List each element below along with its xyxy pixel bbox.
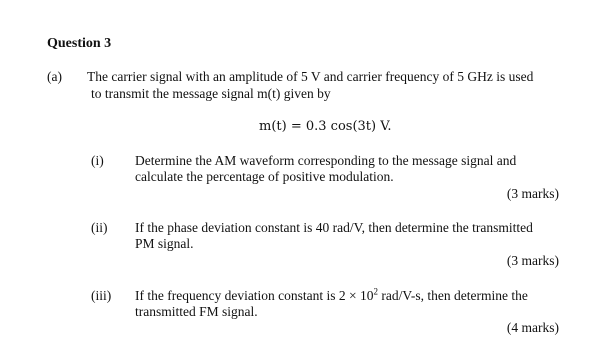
subpart-iii-exponent: 2 bbox=[373, 286, 379, 297]
subpart-ii-marks: (3 marks) bbox=[506, 253, 559, 268]
subpart-iii-line-1-post: rad/V-s, then determine the bbox=[378, 288, 528, 303]
subpart-i-marks: (3 marks) bbox=[506, 186, 559, 201]
subpart-ii-line-1: If the phase deviation constant is 40 rad/V, then determine the transmitted bbox=[135, 220, 533, 235]
subpart-i-label: (i) bbox=[91, 153, 104, 168]
subpart-i-line-1: Determine the AM waveform corresponding to the message signal and bbox=[135, 153, 517, 168]
subpart-ii-line-2: PM signal. bbox=[135, 236, 194, 251]
subpart-iii-label: (iii) bbox=[91, 288, 112, 303]
part-label: (a) bbox=[47, 69, 62, 84]
subpart-iii-line-1 bbox=[135, 288, 528, 304]
subpart-iii-line-1-pre: If the frequency deviation constant is 2 × 10 bbox=[135, 288, 374, 303]
question-heading: Question 3 bbox=[47, 36, 112, 51]
subpart-iii-marks: (4 marks) bbox=[506, 320, 559, 335]
message-equation: m(t) = 0.3 cos(3t) V. bbox=[259, 119, 392, 134]
intro-line-1: The carrier signal with an amplitude of 5 V and carrier frequency of 5 GHz is used bbox=[87, 69, 534, 84]
subpart-i-line-2: calculate the percentage of positive modulation. bbox=[135, 169, 394, 184]
intro-line-2: to transmit the message signal m(t) given by bbox=[91, 86, 331, 101]
subpart-ii-label: (ii) bbox=[91, 220, 108, 235]
subpart-iii-line-2: transmitted FM signal. bbox=[135, 304, 258, 319]
